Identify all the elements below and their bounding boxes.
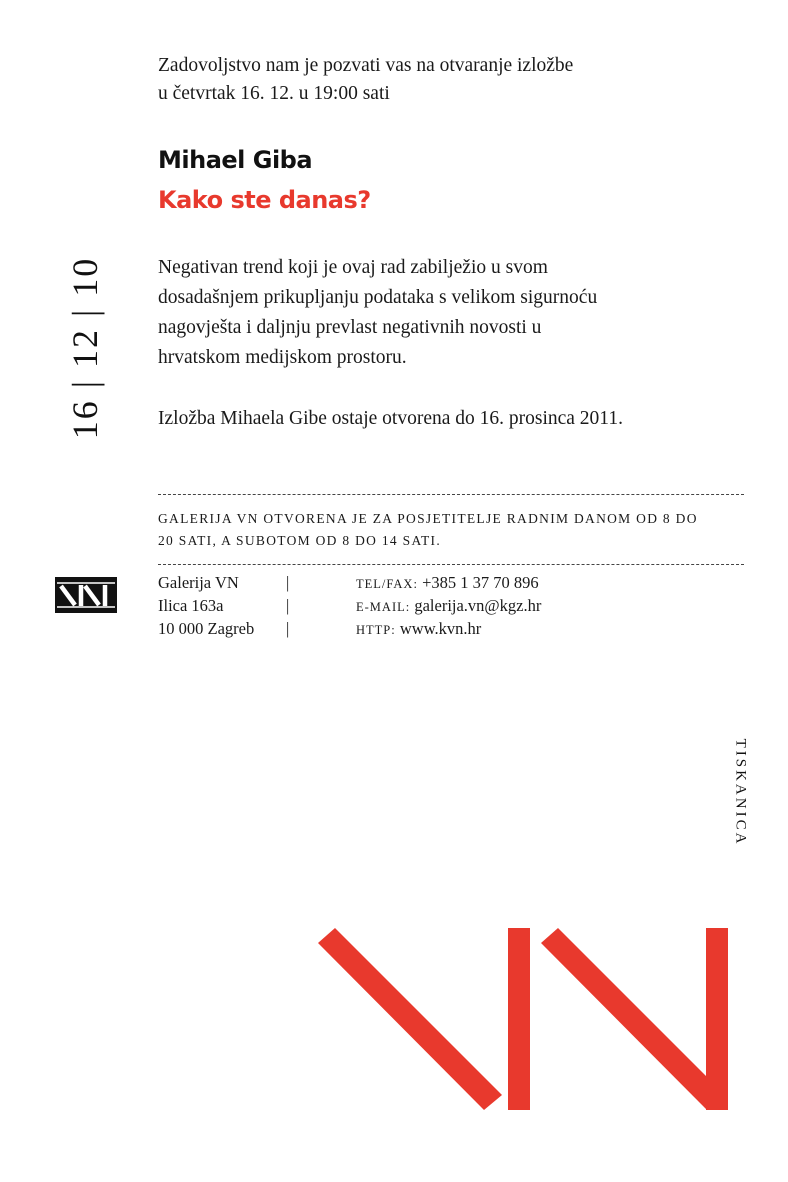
- vertical-date-text: 16 | 12 | 10: [65, 256, 106, 440]
- address-block: [158, 572, 541, 641]
- intro-line: Zadovoljstvo nam je pozvati vas na otvaranje izložbe: [158, 55, 574, 76]
- address-row: [158, 595, 541, 618]
- dashed-divider-bottom: [158, 564, 744, 565]
- description-line: nagovješta i daljnju prevlast negativnih novosti u: [158, 317, 542, 338]
- dashed-divider-top: [158, 494, 744, 495]
- description: [158, 253, 748, 373]
- email-entry: [356, 595, 541, 618]
- description-line: hrvatskom medijskom prostoru.: [158, 347, 407, 368]
- vertical-date: [58, 233, 112, 463]
- city-address: 10 000 Zagreb: [158, 619, 255, 638]
- email-label: E-MAIL:: [356, 600, 411, 614]
- address-row: [158, 572, 541, 595]
- column-separator: |: [286, 619, 290, 638]
- phone-entry: [356, 572, 539, 595]
- work-title: Kako ste danas?: [158, 186, 371, 214]
- phone-label: TEL/FAX:: [356, 577, 418, 591]
- web-label: HTTP:: [356, 623, 396, 637]
- description-line: Negativan trend koji je ovaj rad zabilježio u svom: [158, 257, 548, 278]
- description-line: dosadašnjem prikupljanju podataka s velikom sigurnoću: [158, 287, 598, 308]
- web-value[interactable]: www.kvn.hr: [399, 619, 482, 638]
- hours-line: GALERIJA VN OTVORENA JE ZA POSJETITELJE RADNIM DANOM OD 8 DO: [158, 511, 698, 526]
- gallery-name: Galerija VN: [158, 573, 239, 592]
- street-address: Ilica 163a: [158, 596, 224, 615]
- email-value[interactable]: galerija.vn@kgz.hr: [414, 596, 542, 615]
- intro-line: u četvrtak 16. 12. u 19:00 sati: [158, 83, 390, 104]
- vn-logo-icon: [55, 577, 117, 613]
- column-separator: |: [286, 596, 290, 615]
- phone-value: +385 1 37 70 896: [422, 573, 539, 592]
- address-row: [158, 618, 541, 641]
- printer-name: TISKANICA: [732, 738, 749, 847]
- printer-credit: [724, 720, 756, 865]
- hours-line: 20 SATI, A SUBOTOM OD 8 DO 14 SATI.: [158, 533, 442, 548]
- closing-note: Izložba Mihaela Gibe ostaje otvorena do 16. prosinca 2011.: [158, 408, 623, 429]
- column-separator: |: [286, 573, 290, 592]
- opening-hours: [158, 508, 748, 552]
- artist-name: Mihael Giba: [158, 146, 313, 174]
- invitation-intro: [158, 52, 738, 108]
- web-entry: [356, 618, 481, 641]
- vn-large-logo: [318, 928, 728, 1110]
